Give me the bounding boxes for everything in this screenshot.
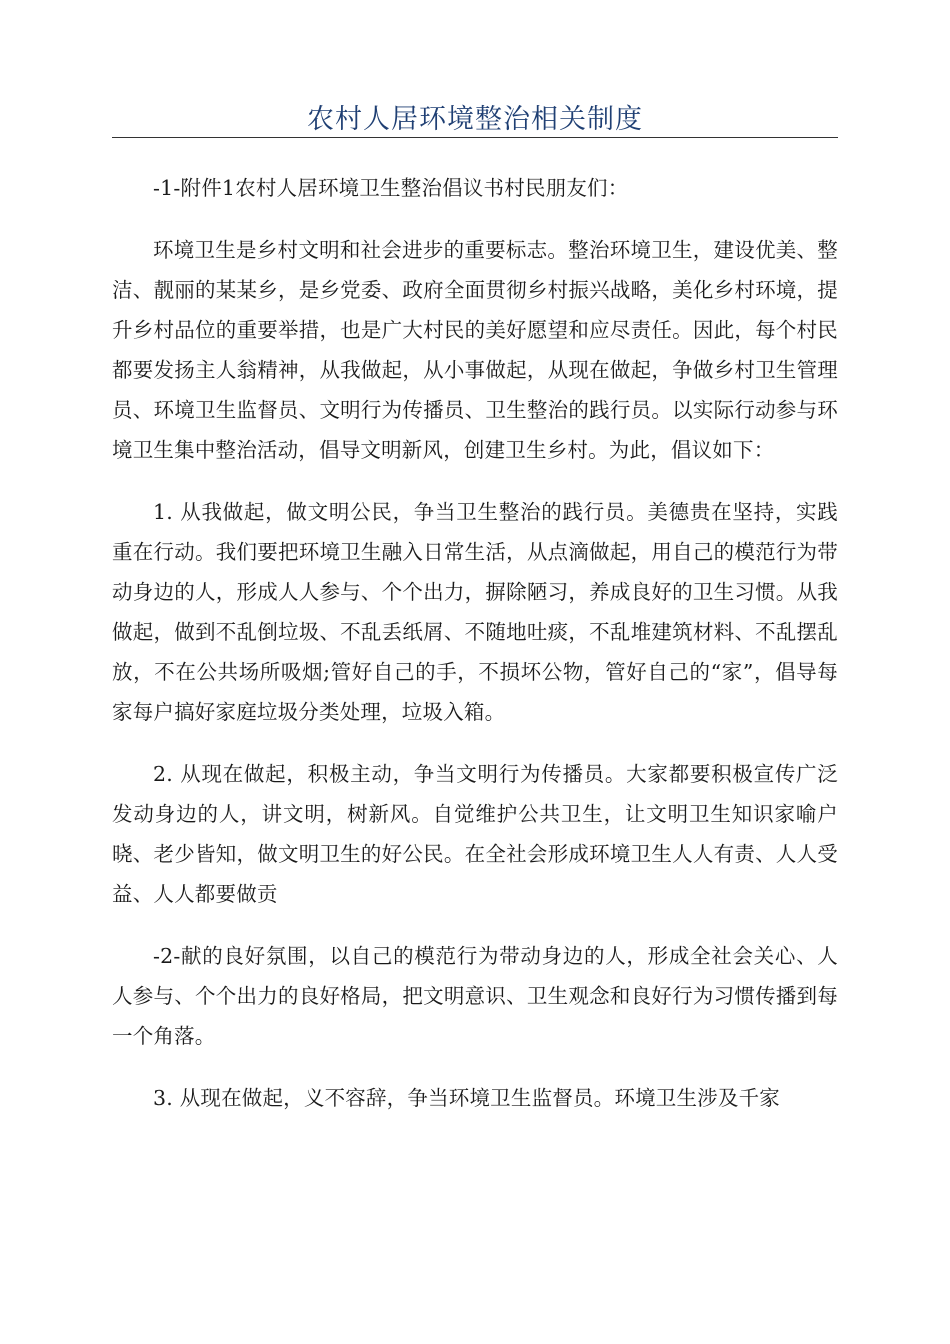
title-underline	[112, 137, 838, 138]
paragraph-attachment-heading: -1-附件1农村人居环境卫生整治倡议书村民朋友们：	[153, 176, 629, 200]
document-body	[112, 168, 838, 1140]
paragraph-item-3: 3. 从现在做起，义不容辞，争当环境卫生监督员。环境卫生涉及千家	[153, 1086, 780, 1110]
document-title: 农村人居环境整治相关制度	[307, 104, 643, 135]
paragraph-intro: 环境卫生是乡村文明和社会进步的重要标志。整治环境卫生，建设优美、整洁、靓丽的某某乡，是乡党委、政府全面贯彻乡村振兴战略，美化乡村环境，提升乡村品位的重要举措，也是广大村民的美好愿望和应尽责任。因此，每个村民都要发扬主人翁精神，从我做起，从小事做起，从现在做起，争做乡村卫生管理员、环境卫生监督员、文明行为传播员、卫生整治的践行员。以实际行动参与环境卫生集中整治活动，倡导文明新风，创建卫生乡村。为此，倡议如下：	[112, 238, 838, 462]
paragraph-item-1: 1. 从我做起，做文明公民，争当卫生整治的践行员。美德贵在坚持，实践重在行动。我们要把环境卫生融入日常生活，从点滴做起，用自己的模范行为带动身边的人，形成人人参与、个个出力，摒除陋习，养成良好的卫生习惯。从我做起，做到不乱倒垃圾、不乱丢纸屑、不随地吐痰，不乱堆建筑材料、不乱摆乱放，不在公共场所吸烟;管好自己的手，不损坏公物，管好自己的“家”，倡导每家每户搞好家庭垃圾分类处理，垃圾入箱。	[112, 500, 838, 724]
paragraph-item-2: 2. 从现在做起，积极主动，争当文明行为传播员。大家都要积极宣传广泛发动身边的人，讲文明，树新风。自觉维护公共卫生，让文明卫生知识家喻户晓、老少皆知，做文明卫生的好公民。在全社会形成环境卫生人人有责、人人受益、人人都要做贡	[112, 762, 838, 906]
paragraph-item-2-continued: -2-献的良好氛围，以自己的模范行为带动身边的人，形成全社会关心、人人参与、个个出力的良好格局，把文明意识、卫生观念和良好行为习惯传播到每一个角落。	[112, 944, 838, 1048]
